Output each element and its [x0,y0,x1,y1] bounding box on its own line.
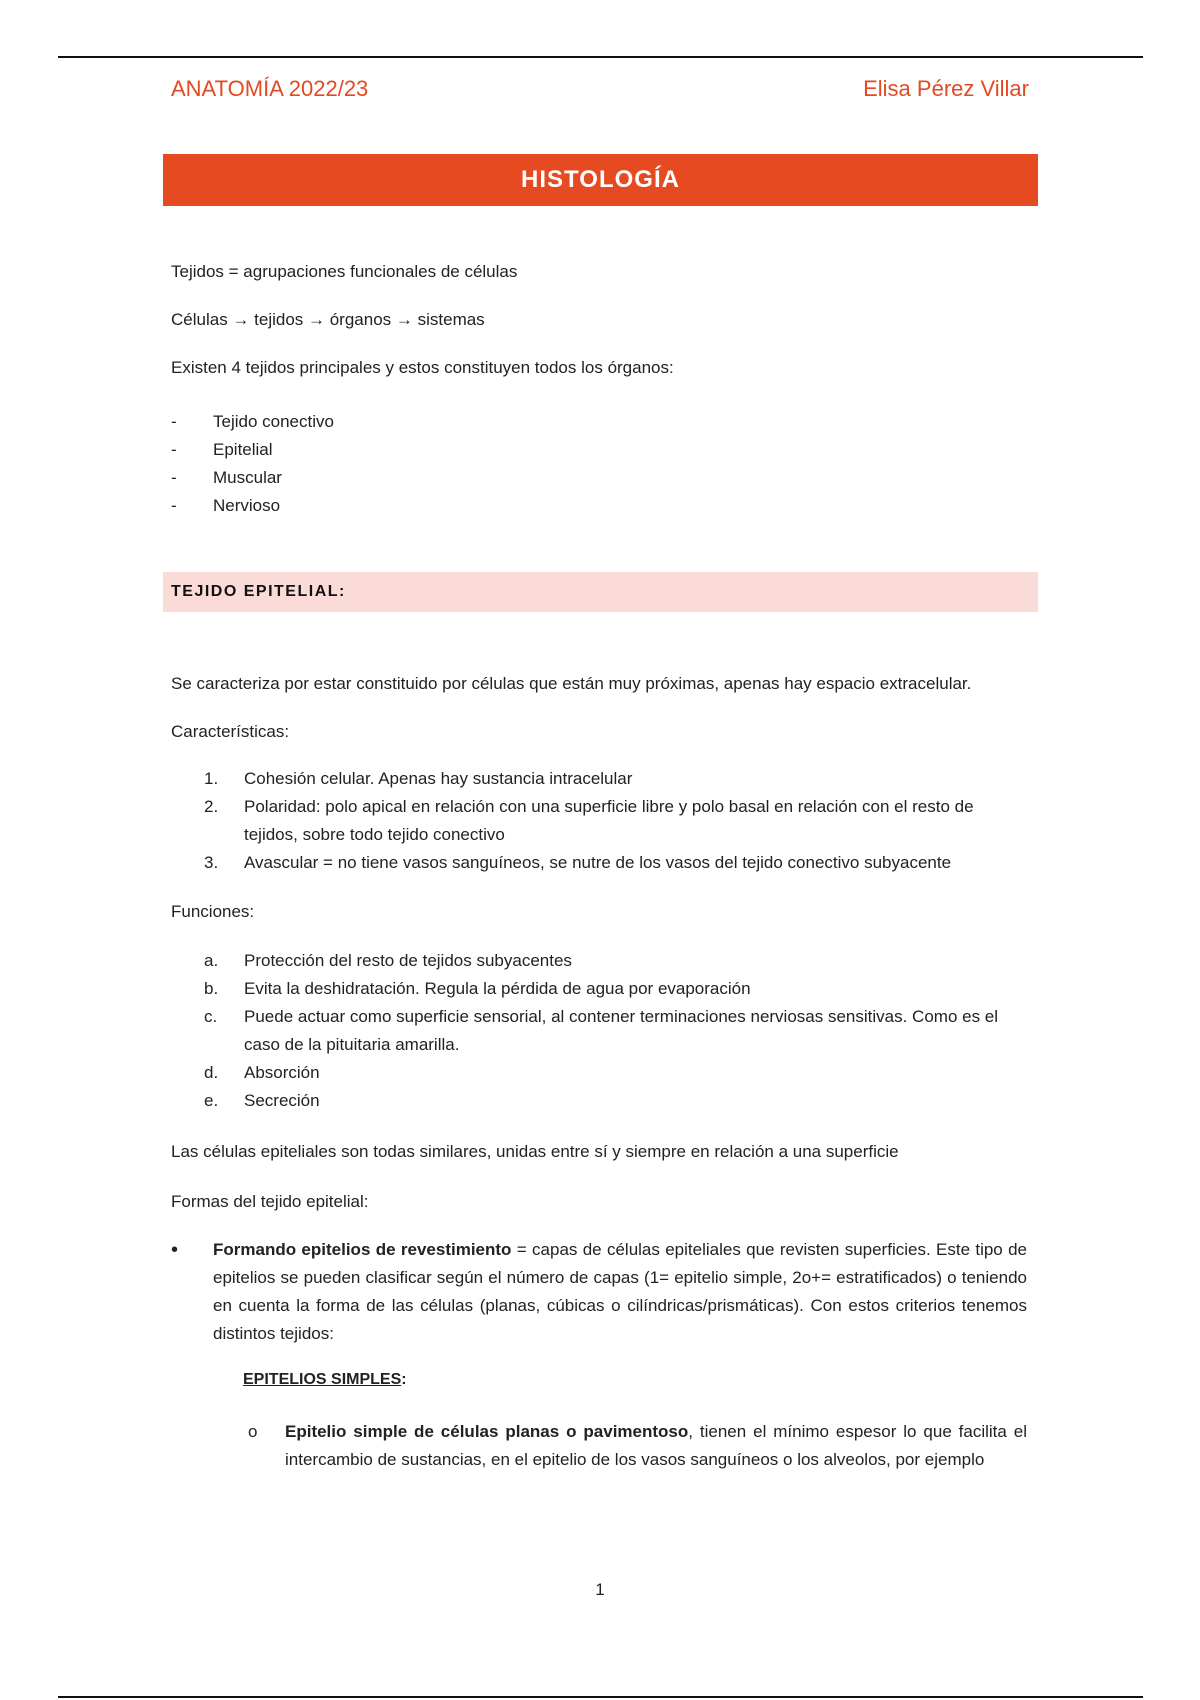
list-item: - Muscular [171,468,282,487]
bullet-icon: • [171,1239,179,1261]
similar-cells-text: Las células epiteliales son todas similares, unidas entre sí y siempre en relación a una superficie [171,1142,899,1161]
section-heading-bar [163,572,1038,612]
list-item: - Epitelial [171,440,273,459]
list-item: - Nervioso [171,496,281,515]
functions-list [204,947,1027,1115]
functions-label-block [171,898,1027,926]
bottom-rule [58,1696,1143,1698]
forms-bullet-bold: Formando epitelios de revestimiento [213,1240,512,1259]
forms-intro [171,1138,1027,1216]
forms-bullet-item [171,1236,1027,1348]
tissue-list [171,408,334,520]
characteristics-label: Características: [171,722,290,741]
simple-epithelia-heading: EPITELIOS SIMPLES: [243,1371,407,1388]
page-header [171,72,1029,106]
page-number: 1 [595,1580,605,1599]
simple-epithelium-item [248,1418,1027,1474]
intro-paragraphs [171,258,1027,382]
page-title: HISTOLOGÍA [521,166,680,193]
title-banner [163,154,1038,206]
section-description: Se caracteriza por estar constituido por células que están muy próximas, apenas hay espacio extracelular. [171,674,972,693]
intro-tissues-lead: Existen 4 tejidos principales y estos constituyen todos los órganos: [171,358,674,377]
characteristics-list [204,765,1027,877]
circle-bullet-icon: o [248,1422,258,1441]
simple-item-text: , tienen el mínimo espesor lo que facilita el intercambio de sustancias, en el epitelio de los vasos sanguíneos o los alveolos, por ejemplo [285,1422,1027,1469]
section-intro [171,670,1027,746]
intro-hierarchy: Células → tejidos → órganos → sistemas [171,310,485,329]
list-item: 3. Avascular = no tiene vasos sanguíneos, se nutre de los vasos del tejido conectivo subyacente [204,853,952,872]
section-heading: TEJIDO EPITELIAL: [171,583,346,600]
simple-item-bold: Epitelio simple de células planas o pavimentoso [285,1422,689,1441]
list-item: 1. Cohesión celular. Apenas hay sustancia intracelular [204,769,633,788]
list-item: d. Absorción [204,1063,320,1082]
functions-label: Funciones: [171,902,255,921]
header-course: ANATOMÍA 2022/23 [171,76,369,101]
forms-label: Formas del tejido epitelial: [171,1192,369,1211]
list-item: c. Puede actuar como superficie sensorial, al contener terminaciones nerviosas sensitivas. Como es el caso de la pituitaria amarilla. [204,1007,999,1054]
forms-bullet-text: = capas de células epiteliales que revisten superficies. Este tipo de epitelios se pueden clasificar según el número de capas (1= epitelio simple, 2o+= estratificados) o teniendo en cuenta la forma de las células (planas, cúbicas o cilíndricas/prismáticas). Con estos criterios tenemos distintos tejidos: [213,1240,1027,1343]
list-item: b. Evita la deshidratación. Regula la pérdida de agua por evaporación [204,979,751,998]
list-item: a. Protección del resto de tejidos subyacentes [204,951,572,970]
intro-definition: Tejidos = agrupaciones funcionales de células [171,262,518,281]
list-item: 2. Polaridad: polo apical en relación con una superficie libre y polo basal en relación con el resto de tejidos, sobre todo tejido conectivo [204,797,974,844]
list-item: e. Secreción [204,1091,320,1110]
top-rule [58,56,1143,58]
header-author: Elisa Pérez Villar [863,76,1029,101]
list-item: - Tejido conectivo [171,412,334,431]
